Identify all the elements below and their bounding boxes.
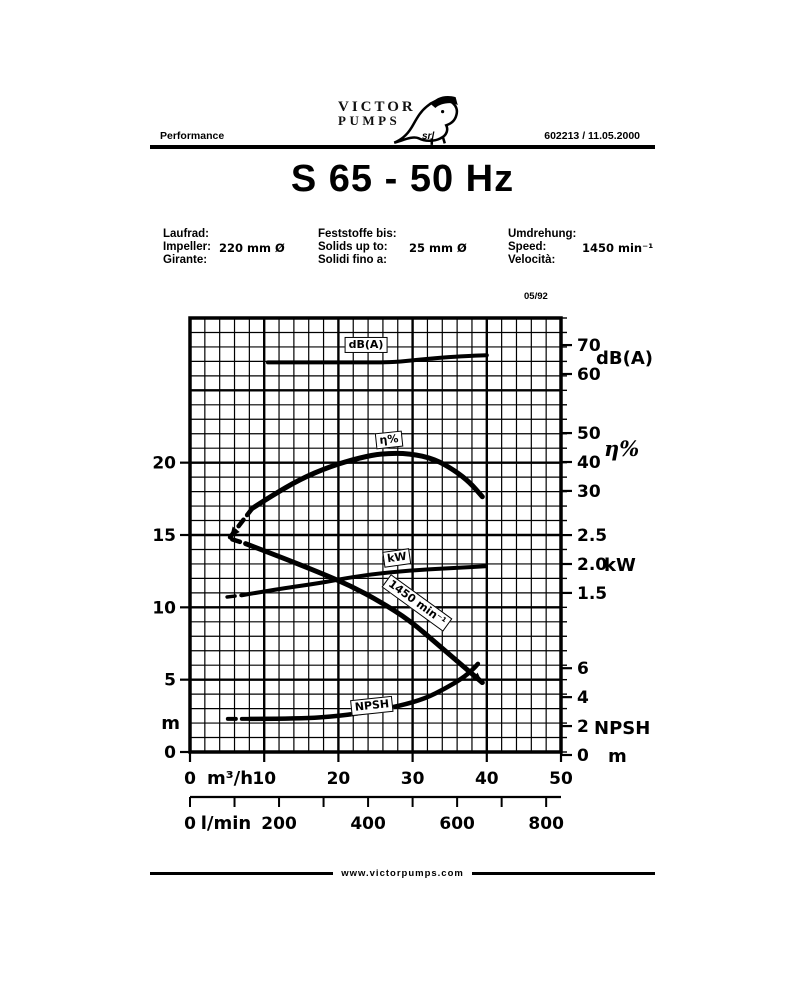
right-tick-label: 1.5 xyxy=(577,583,608,604)
right-tick-label: 30 xyxy=(577,481,601,502)
revision-code: 05/92 xyxy=(524,291,548,302)
curve-dashed-kw xyxy=(227,595,242,597)
right-axis-unit: NPSH xyxy=(594,718,651,739)
curve-npsh xyxy=(250,664,478,719)
x-tick-label: 50 xyxy=(549,769,573,789)
x-axis-unit: m³/h xyxy=(206,768,254,789)
spec-label-girante: Girante: xyxy=(163,254,208,266)
spec-label-feststoffe: Feststoffe bis: xyxy=(318,228,397,240)
left-tick-label: 5 xyxy=(164,670,176,691)
curve-label: dB(A) xyxy=(345,337,388,353)
left-axis-unit: m xyxy=(161,713,180,734)
lmin-tick-label: 400 xyxy=(350,814,386,834)
lmin-tick-label: 600 xyxy=(439,814,475,834)
spec-label-speed: Speed: xyxy=(508,241,547,253)
right-tick-label: 6 xyxy=(577,659,589,680)
curve-label: kW xyxy=(382,548,411,568)
spec-label-impeller: Impeller: xyxy=(163,241,211,253)
right-tick-label: 2 xyxy=(577,717,589,738)
brand-line-pumps: PUMPS xyxy=(338,113,401,128)
x-tick-label: 30 xyxy=(400,769,425,789)
x-tick-label: 0 xyxy=(184,769,196,789)
x-tick-label: 10 xyxy=(252,769,277,789)
x-tick-label: 40 xyxy=(474,769,499,789)
brand-srl: srl xyxy=(422,131,435,142)
lmin-axis-unit: l/min xyxy=(200,813,252,834)
left-tick-label: 10 xyxy=(152,598,176,619)
lmin-tick-label: 800 xyxy=(528,814,564,834)
right-tick-label: 2.0 xyxy=(577,555,608,575)
spec-label-laufrad: Laufrad: xyxy=(163,228,209,240)
spec-label-solids: Solids up to: xyxy=(318,241,388,253)
x-tick-label: 20 xyxy=(326,769,351,789)
spec-impeller-value: 220 mm Ø xyxy=(219,241,285,255)
spec-solids-value: 25 mm Ø xyxy=(409,241,467,255)
curve-label: NPSH xyxy=(350,696,394,716)
spec-label-solidi: Solidi fino a: xyxy=(318,254,387,266)
spec-label-velocita: Velocità: xyxy=(508,254,556,266)
lmin-tick-label: 200 xyxy=(261,814,297,834)
right-tick-label: 50 xyxy=(577,424,601,445)
doc-number: 602213 / 11.05.2000 xyxy=(544,130,640,142)
website-url: www.victorpumps.com xyxy=(341,868,464,879)
brand-line-victor: VICTOR xyxy=(338,99,416,115)
right-tick-label: 70 xyxy=(577,336,601,357)
right-axis-unit: kW xyxy=(604,555,636,576)
left-tick-label: 0 xyxy=(164,743,176,763)
footer-rule-left xyxy=(150,872,333,875)
right-tick-label: 2.5 xyxy=(577,526,608,547)
lmin-tick-label: 0 xyxy=(184,814,196,834)
right-tick-label: 4 xyxy=(577,688,589,709)
right-axis-unit2: m xyxy=(608,746,627,767)
right-axis-unit: η% xyxy=(604,436,640,461)
right-tick-label: 40 xyxy=(577,453,601,473)
spec-label-umdrehung: Umdrehung: xyxy=(508,228,577,240)
curve-label: η% xyxy=(375,431,403,450)
footer xyxy=(150,868,655,879)
performance-label: Performance xyxy=(160,130,225,142)
page-title: S 65 - 50 Hz xyxy=(290,158,515,200)
footer-rule-right xyxy=(472,872,655,875)
right-axis-unit: dB(A) xyxy=(596,348,653,369)
spec-speed-value: 1450 min⁻¹ xyxy=(582,241,654,255)
curve-label: 1450 min⁻¹ xyxy=(381,574,452,632)
right-tick-label: 0 xyxy=(577,746,589,766)
right-tick-label: 60 xyxy=(577,365,601,385)
left-tick-label: 15 xyxy=(152,525,176,546)
left-tick-label: 20 xyxy=(152,453,176,474)
